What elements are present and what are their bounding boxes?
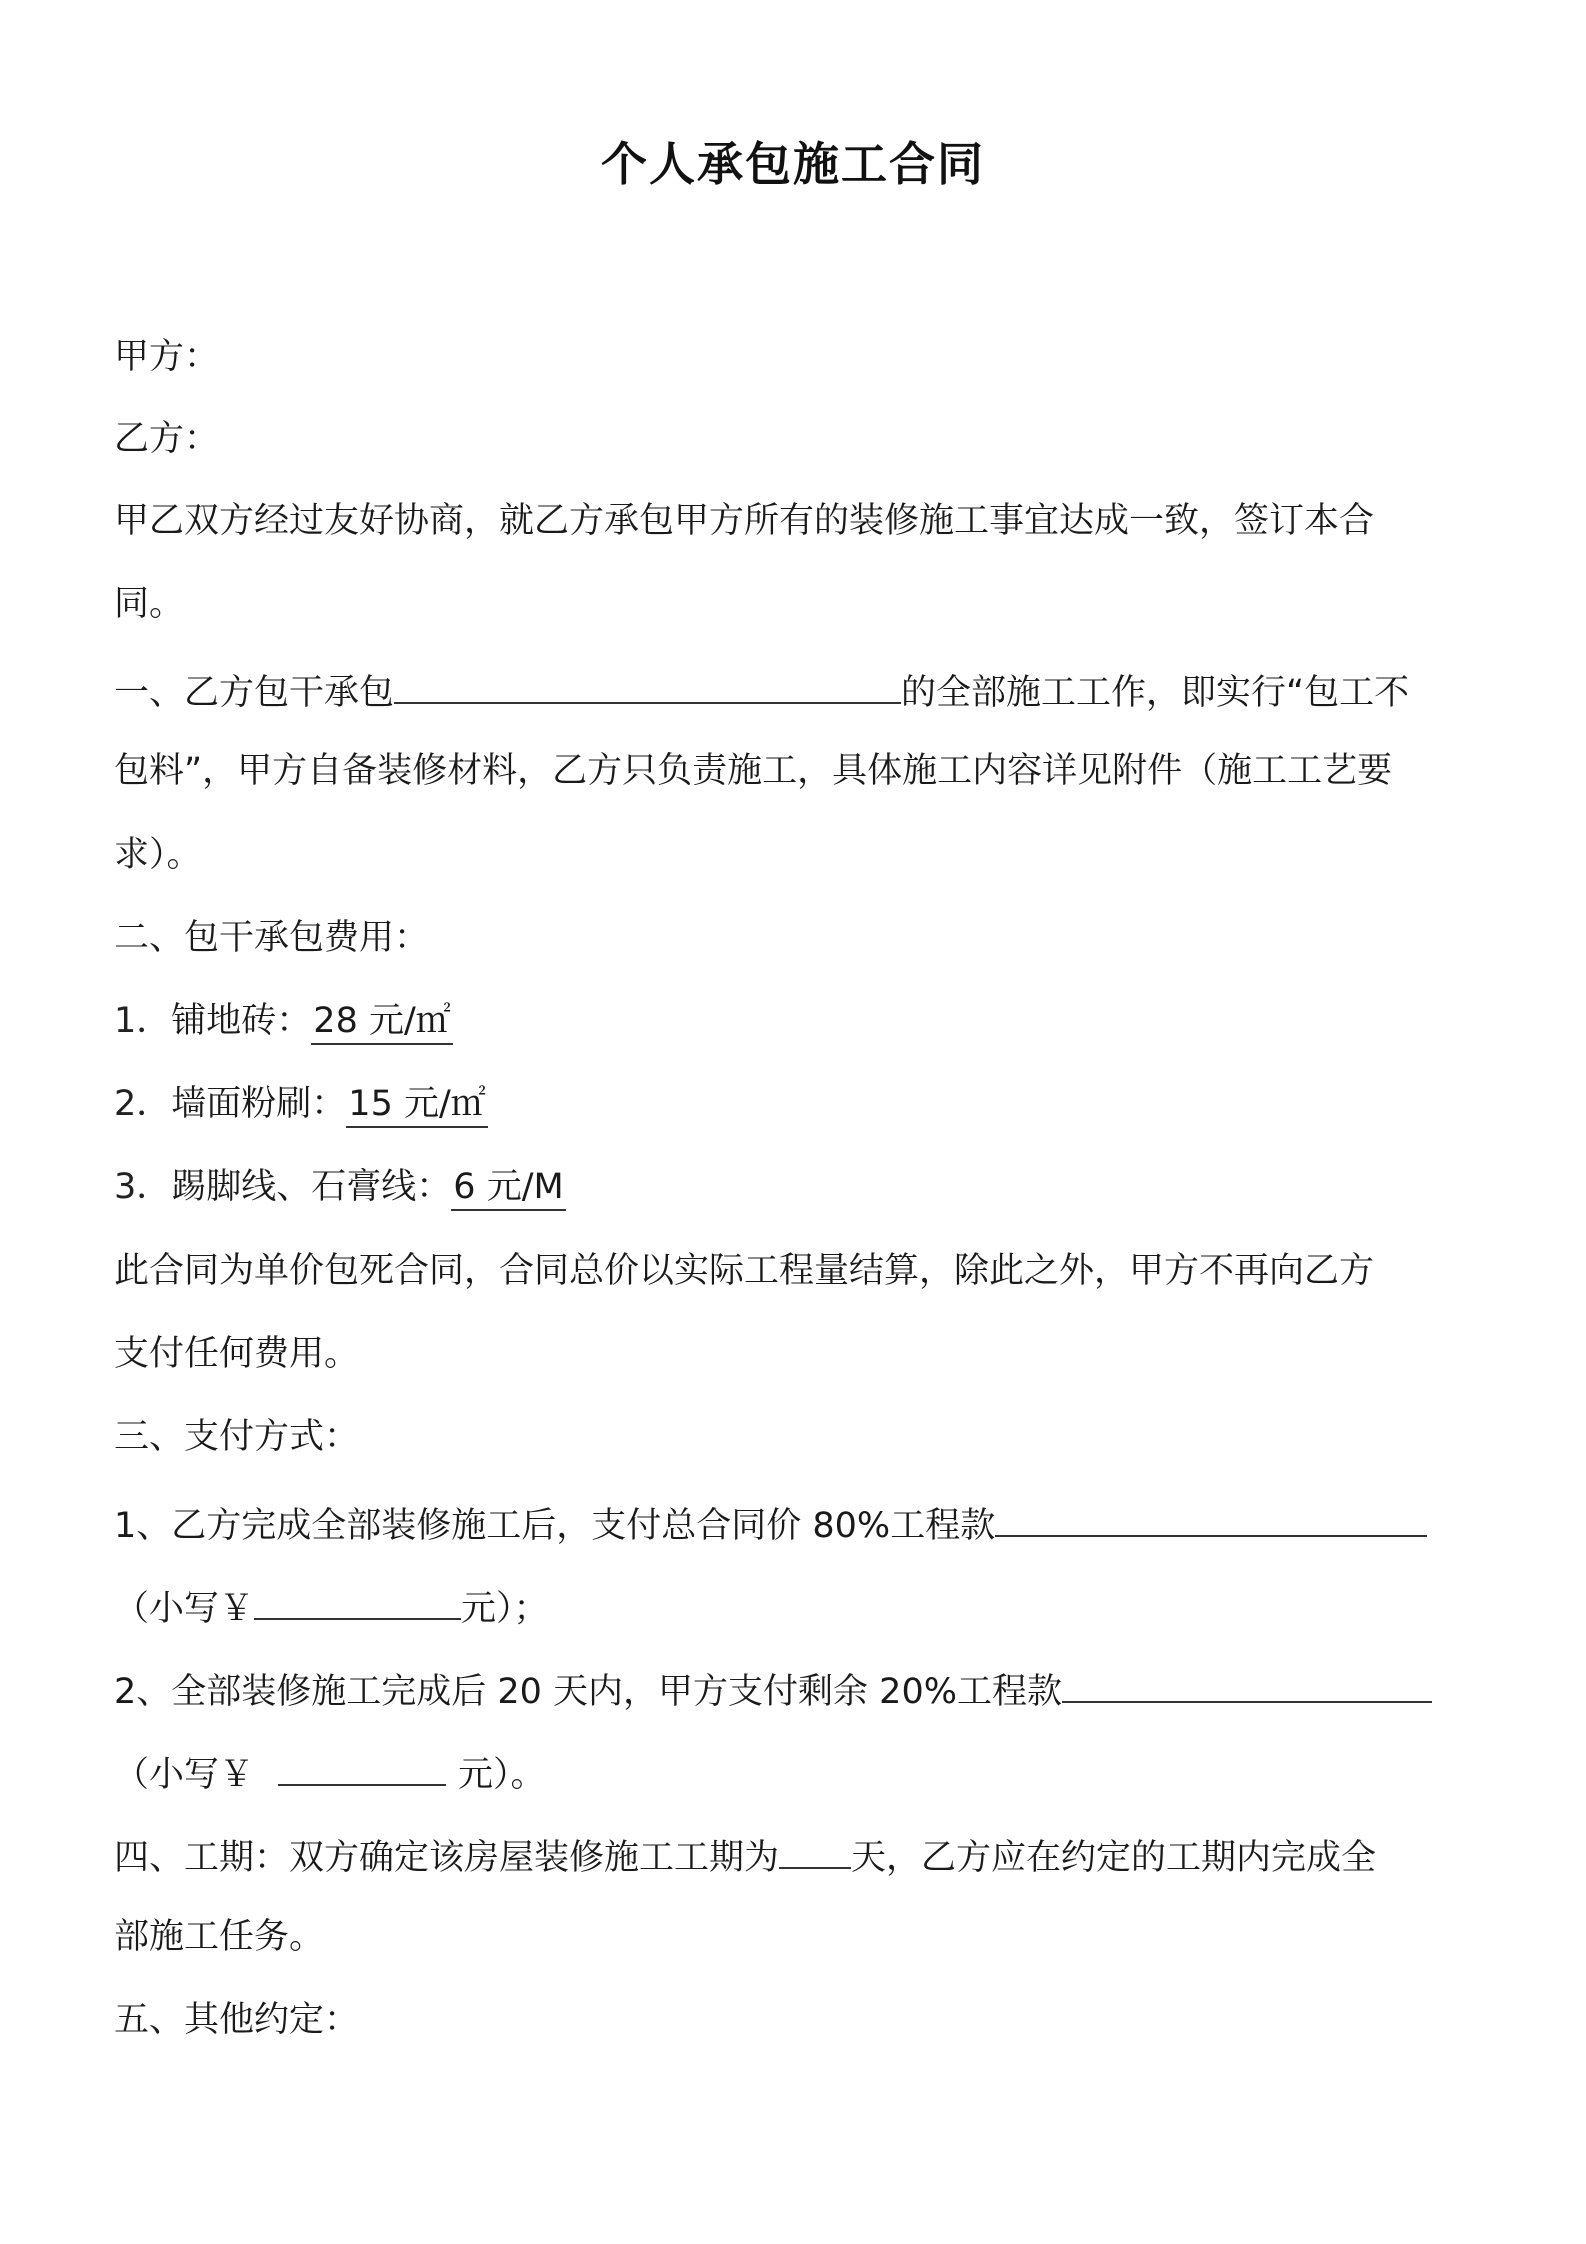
duration-days-field[interactable] [779, 1829, 851, 1869]
payment-2-small-prefix: （小写￥ [114, 1755, 255, 1795]
payment-2-small-field[interactable] [278, 1746, 446, 1786]
fee-item-value: 6 元/M [451, 1167, 565, 1211]
payment-1-small-prefix: （小写￥ [114, 1589, 255, 1629]
fee-item-value: 28 元/㎡ [311, 1001, 452, 1045]
intro-line-2: 同。 [114, 584, 185, 624]
fee-item-1 [114, 997, 453, 1045]
section2-heading: 二、包干承包费用： [114, 918, 430, 958]
fee-item-label: 踢脚线、石膏线： [171, 1167, 452, 1207]
payment-1-small-field[interactable] [254, 1580, 461, 1620]
section1-prefix: 一、乙方包干承包 [114, 673, 395, 713]
payment-2-line [114, 1663, 1432, 1716]
payment-2-small-suffix: 元）。 [458, 1755, 546, 1795]
payment-1-small-line [114, 1580, 549, 1633]
fee-note-line-1: 此合同为单价包死合同，合同总价以实际工程量结算，除此之外，甲方不再向乙方 [114, 1251, 1375, 1291]
fee-item-label: 铺地砖： [171, 1001, 312, 1041]
section1-suffix: 的全部施工工作，即实行“包工不 [901, 673, 1410, 713]
payment-2-text: 2、全部装修施工完成后 20 天内，甲方支付剩余 20%工程款 [114, 1672, 1062, 1712]
fee-item-number: 1． [114, 1001, 172, 1041]
payment-1-amount-field[interactable] [995, 1497, 1427, 1537]
section4-prefix: 四、工期：双方确定该房屋装修施工工期为 [114, 1838, 780, 1878]
payment-2-amount-field[interactable] [1062, 1663, 1432, 1703]
section1-line-1 [114, 664, 1409, 717]
fee-item-2 [114, 1080, 488, 1128]
scope-blank-field[interactable] [394, 664, 901, 704]
section4-line-2: 部施工任务。 [114, 1917, 325, 1957]
party-a-label: 甲方： [114, 337, 220, 377]
fee-item-number: 2． [114, 1084, 172, 1124]
fee-item-value: 15 元/㎡ [346, 1084, 487, 1128]
fee-item-number: 3． [114, 1167, 172, 1207]
payment-2-small-line [114, 1746, 546, 1799]
payment-1-line [114, 1497, 1427, 1550]
section5-heading: 五、其他约定： [114, 2000, 360, 2040]
section1-line-3: 求）。 [114, 835, 202, 875]
intro-line-1: 甲乙双方经过友好协商，就乙方承包甲方所有的装修施工事宜达成一致，签订本合 [114, 501, 1375, 541]
payment-1-small-suffix: 元）； [461, 1589, 549, 1629]
fee-item-label: 墙面粉刷： [171, 1084, 347, 1124]
fee-item-3 [114, 1163, 566, 1211]
section1-line-2: 包料”，甲方自备装修材料，乙方只负责施工，具体施工内容详见附件（施工工艺要 [114, 751, 1393, 791]
section3-heading: 三、支付方式： [114, 1417, 360, 1457]
fee-note-line-2: 支付任何费用。 [114, 1334, 360, 1374]
document-title: 个人承包施工合同 [601, 137, 985, 191]
payment-1-text: 1、乙方完成全部装修施工后，支付总合同价 80%工程款 [114, 1506, 996, 1546]
section4-suffix: 天，乙方应在约定的工期内完成全 [851, 1838, 1377, 1878]
section4-line-1 [114, 1829, 1376, 1882]
party-b-label: 乙方： [114, 419, 220, 459]
